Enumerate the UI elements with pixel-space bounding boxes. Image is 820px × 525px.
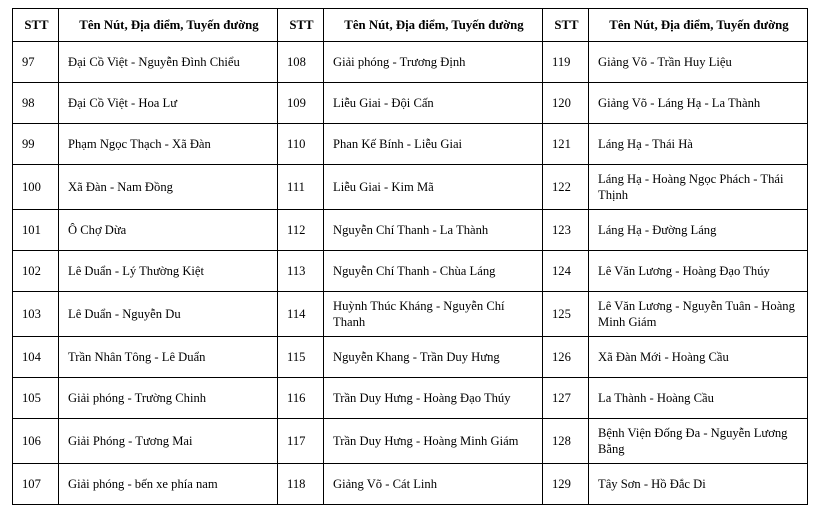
row-label: Nguyễn Chí Thanh - Chùa Láng — [324, 251, 543, 292]
row-label: La Thành - Hoàng Cầu — [589, 378, 808, 419]
row-number: 115 — [278, 337, 324, 378]
header-row — [13, 9, 808, 42]
table-row — [13, 378, 808, 419]
row-number: 110 — [278, 124, 324, 165]
table-row — [13, 210, 808, 251]
row-number: 127 — [543, 378, 589, 419]
row-label: Giải Phóng - Tương Mai — [59, 419, 278, 464]
table-row — [13, 464, 808, 505]
row-number: 119 — [543, 42, 589, 83]
table-row — [13, 292, 808, 337]
table-row — [13, 165, 808, 210]
row-number: 108 — [278, 42, 324, 83]
row-number: 118 — [278, 464, 324, 505]
row-label: Ô Chợ Dừa — [59, 210, 278, 251]
row-label: Liễu Giai - Kim Mã — [324, 165, 543, 210]
row-label: Huỳnh Thúc Kháng - Nguyễn Chí Thanh — [324, 292, 543, 337]
row-number: 120 — [543, 83, 589, 124]
header-name-1: Tên Nút, Địa điểm, Tuyến đường — [59, 9, 278, 42]
row-label: Liễu Giai - Đội Cấn — [324, 83, 543, 124]
row-label: Láng Hạ - Thái Hà — [589, 124, 808, 165]
header-stt-1: STT — [13, 9, 59, 42]
row-number: 121 — [543, 124, 589, 165]
row-label: Bệnh Viện Đống Đa - Nguyễn Lương Bằng — [589, 419, 808, 464]
row-label: Giảng Võ - Láng Hạ - La Thành — [589, 83, 808, 124]
row-number: 123 — [543, 210, 589, 251]
row-number: 126 — [543, 337, 589, 378]
row-number: 107 — [13, 464, 59, 505]
row-number: 102 — [13, 251, 59, 292]
row-number: 103 — [13, 292, 59, 337]
row-label: Nguyễn Chí Thanh - La Thành — [324, 210, 543, 251]
row-label: Đại Cồ Việt - Nguyễn Đình Chiểu — [59, 42, 278, 83]
row-number: 128 — [543, 419, 589, 464]
row-label: Giảng Võ - Cát Linh — [324, 464, 543, 505]
row-number: 99 — [13, 124, 59, 165]
table-row — [13, 42, 808, 83]
row-label: Phạm Ngọc Thạch - Xã Đàn — [59, 124, 278, 165]
row-number: 105 — [13, 378, 59, 419]
row-label: Xã Đàn Mới - Hoàng Cầu — [589, 337, 808, 378]
row-number: 113 — [278, 251, 324, 292]
row-label: Trần Duy Hưng - Hoàng Đạo Thúy — [324, 378, 543, 419]
row-number: 122 — [543, 165, 589, 210]
row-number: 124 — [543, 251, 589, 292]
row-label: Nguyễn Khang - Trần Duy Hưng — [324, 337, 543, 378]
header-stt-2: STT — [278, 9, 324, 42]
row-number: 104 — [13, 337, 59, 378]
row-number: 129 — [543, 464, 589, 505]
row-label: Xã Đàn - Nam Đồng — [59, 165, 278, 210]
table-row — [13, 337, 808, 378]
table-row — [13, 251, 808, 292]
row-label: Lê Duẩn - Nguyễn Du — [59, 292, 278, 337]
table-row — [13, 419, 808, 464]
row-number: 114 — [278, 292, 324, 337]
row-label: Láng Hạ - Đường Láng — [589, 210, 808, 251]
row-label: Giải phóng - Trương Định — [324, 42, 543, 83]
row-label: Đại Cồ Việt - Hoa Lư — [59, 83, 278, 124]
road-intersection-table — [12, 8, 808, 505]
table-row — [13, 124, 808, 165]
table-body — [13, 42, 808, 505]
row-label: Phan Kế Bính - Liễu Giai — [324, 124, 543, 165]
row-number: 116 — [278, 378, 324, 419]
row-number: 112 — [278, 210, 324, 251]
row-number: 101 — [13, 210, 59, 251]
header-name-3: Tên Nút, Địa điểm, Tuyến đường — [589, 9, 808, 42]
row-number: 117 — [278, 419, 324, 464]
row-label: Láng Hạ - Hoàng Ngọc Phách - Thái Thịnh — [589, 165, 808, 210]
row-number: 106 — [13, 419, 59, 464]
row-label: Tây Sơn - Hồ Đắc Di — [589, 464, 808, 505]
row-label: Giải phóng - Trường Chinh — [59, 378, 278, 419]
row-label: Lê Văn Lương - Nguyễn Tuân - Hoàng Minh Giám — [589, 292, 808, 337]
header-name-2: Tên Nút, Địa điểm, Tuyến đường — [324, 9, 543, 42]
row-number: 109 — [278, 83, 324, 124]
row-number: 125 — [543, 292, 589, 337]
row-number: 98 — [13, 83, 59, 124]
row-label: Trần Nhân Tông - Lê Duẩn — [59, 337, 278, 378]
row-label: Trần Duy Hưng - Hoàng Minh Giám — [324, 419, 543, 464]
row-number: 111 — [278, 165, 324, 210]
row-label: Lê Văn Lương - Hoàng Đạo Thúy — [589, 251, 808, 292]
row-label: Lê Duẩn - Lý Thường Kiệt — [59, 251, 278, 292]
row-number: 100 — [13, 165, 59, 210]
row-label: Giải phóng - bến xe phía nam — [59, 464, 278, 505]
header-stt-3: STT — [543, 9, 589, 42]
row-number: 97 — [13, 42, 59, 83]
row-label: Giảng Võ - Trần Huy Liệu — [589, 42, 808, 83]
table-header — [13, 9, 808, 42]
table-row — [13, 83, 808, 124]
